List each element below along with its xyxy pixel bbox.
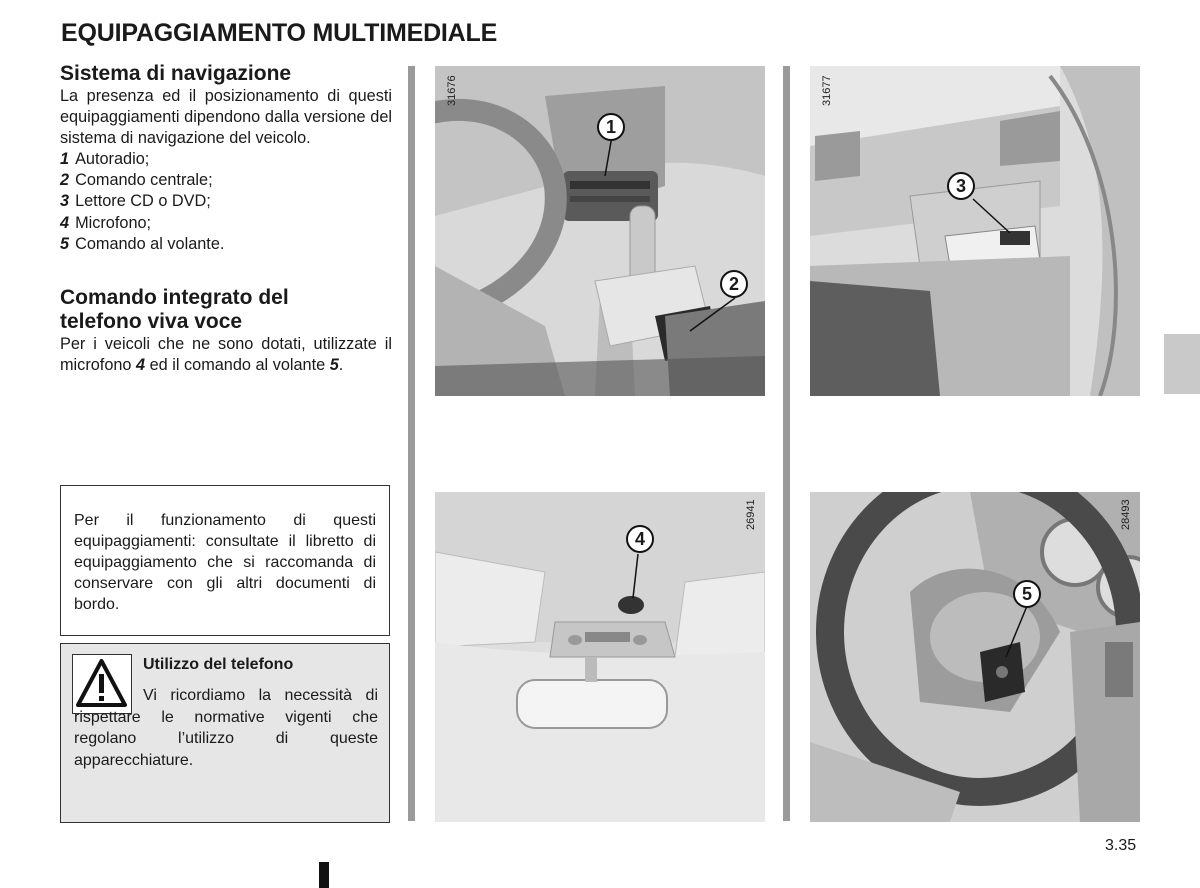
chapter-tab (1164, 334, 1200, 394)
callout-2: 2 (720, 270, 748, 298)
figure-code: 26941 (745, 499, 757, 530)
callout-4: 4 (626, 525, 654, 553)
left-column (60, 62, 392, 376)
note-box (60, 485, 390, 636)
page-title: EQUIPAGGIAMENTO MULTIMEDIALE (61, 19, 498, 47)
warning-text: Vi ricordiamo la necessità di rispettare le normative vigenti che regolano l’utilizzo di queste apparecchiature. (74, 687, 378, 769)
figure-code: 28493 (1120, 499, 1132, 530)
list-item: 3 Lettore CD o DVD; (60, 192, 211, 211)
warning-title: Utilizzo del telefono (143, 656, 294, 673)
phone-section-title: Comando integrato del telefono viva voce (60, 286, 289, 334)
list-item: 2 Comando centrale; (60, 171, 213, 190)
callout-3: 3 (947, 172, 975, 200)
note-text: Per il funzionamento di questi equipaggiamenti: consultate il libretto di equipaggiamento che si raccomanda di conservare con gli altri documenti di bordo. (74, 512, 376, 613)
figure-roof-microphone (435, 492, 765, 822)
warning-box (60, 643, 390, 823)
page-marker (319, 862, 329, 888)
list-item: 1 Autoradio; (60, 150, 150, 168)
page-number: 3.35 (1105, 837, 1137, 854)
callout-5: 5 (1013, 580, 1041, 608)
nav-section-intro: La presenza ed il posizionamento di questi equipaggiamenti dipendono dalla versione del sistema di navigazione del veicolo. (60, 87, 392, 147)
phone-section-text: Per i veicoli che ne sono dotati, utilizzate il microfono 4 ed il comando al volante 5. (60, 335, 392, 375)
figure-steering-wheel (810, 492, 1140, 822)
figure-glovebox (810, 66, 1140, 396)
figure-dashboard-console (435, 66, 765, 396)
figure-code: 31676 (446, 75, 458, 106)
column-divider (783, 66, 790, 821)
equipment-list (60, 149, 392, 255)
list-item: 4 Microfono; (60, 213, 152, 232)
figure-code: 31677 (821, 75, 833, 106)
list-item: 5 Comando al volante. (60, 234, 225, 253)
callout-1: 1 (597, 113, 625, 141)
nav-section-title: Sistema di navigazione (60, 62, 292, 85)
column-divider (408, 66, 415, 821)
